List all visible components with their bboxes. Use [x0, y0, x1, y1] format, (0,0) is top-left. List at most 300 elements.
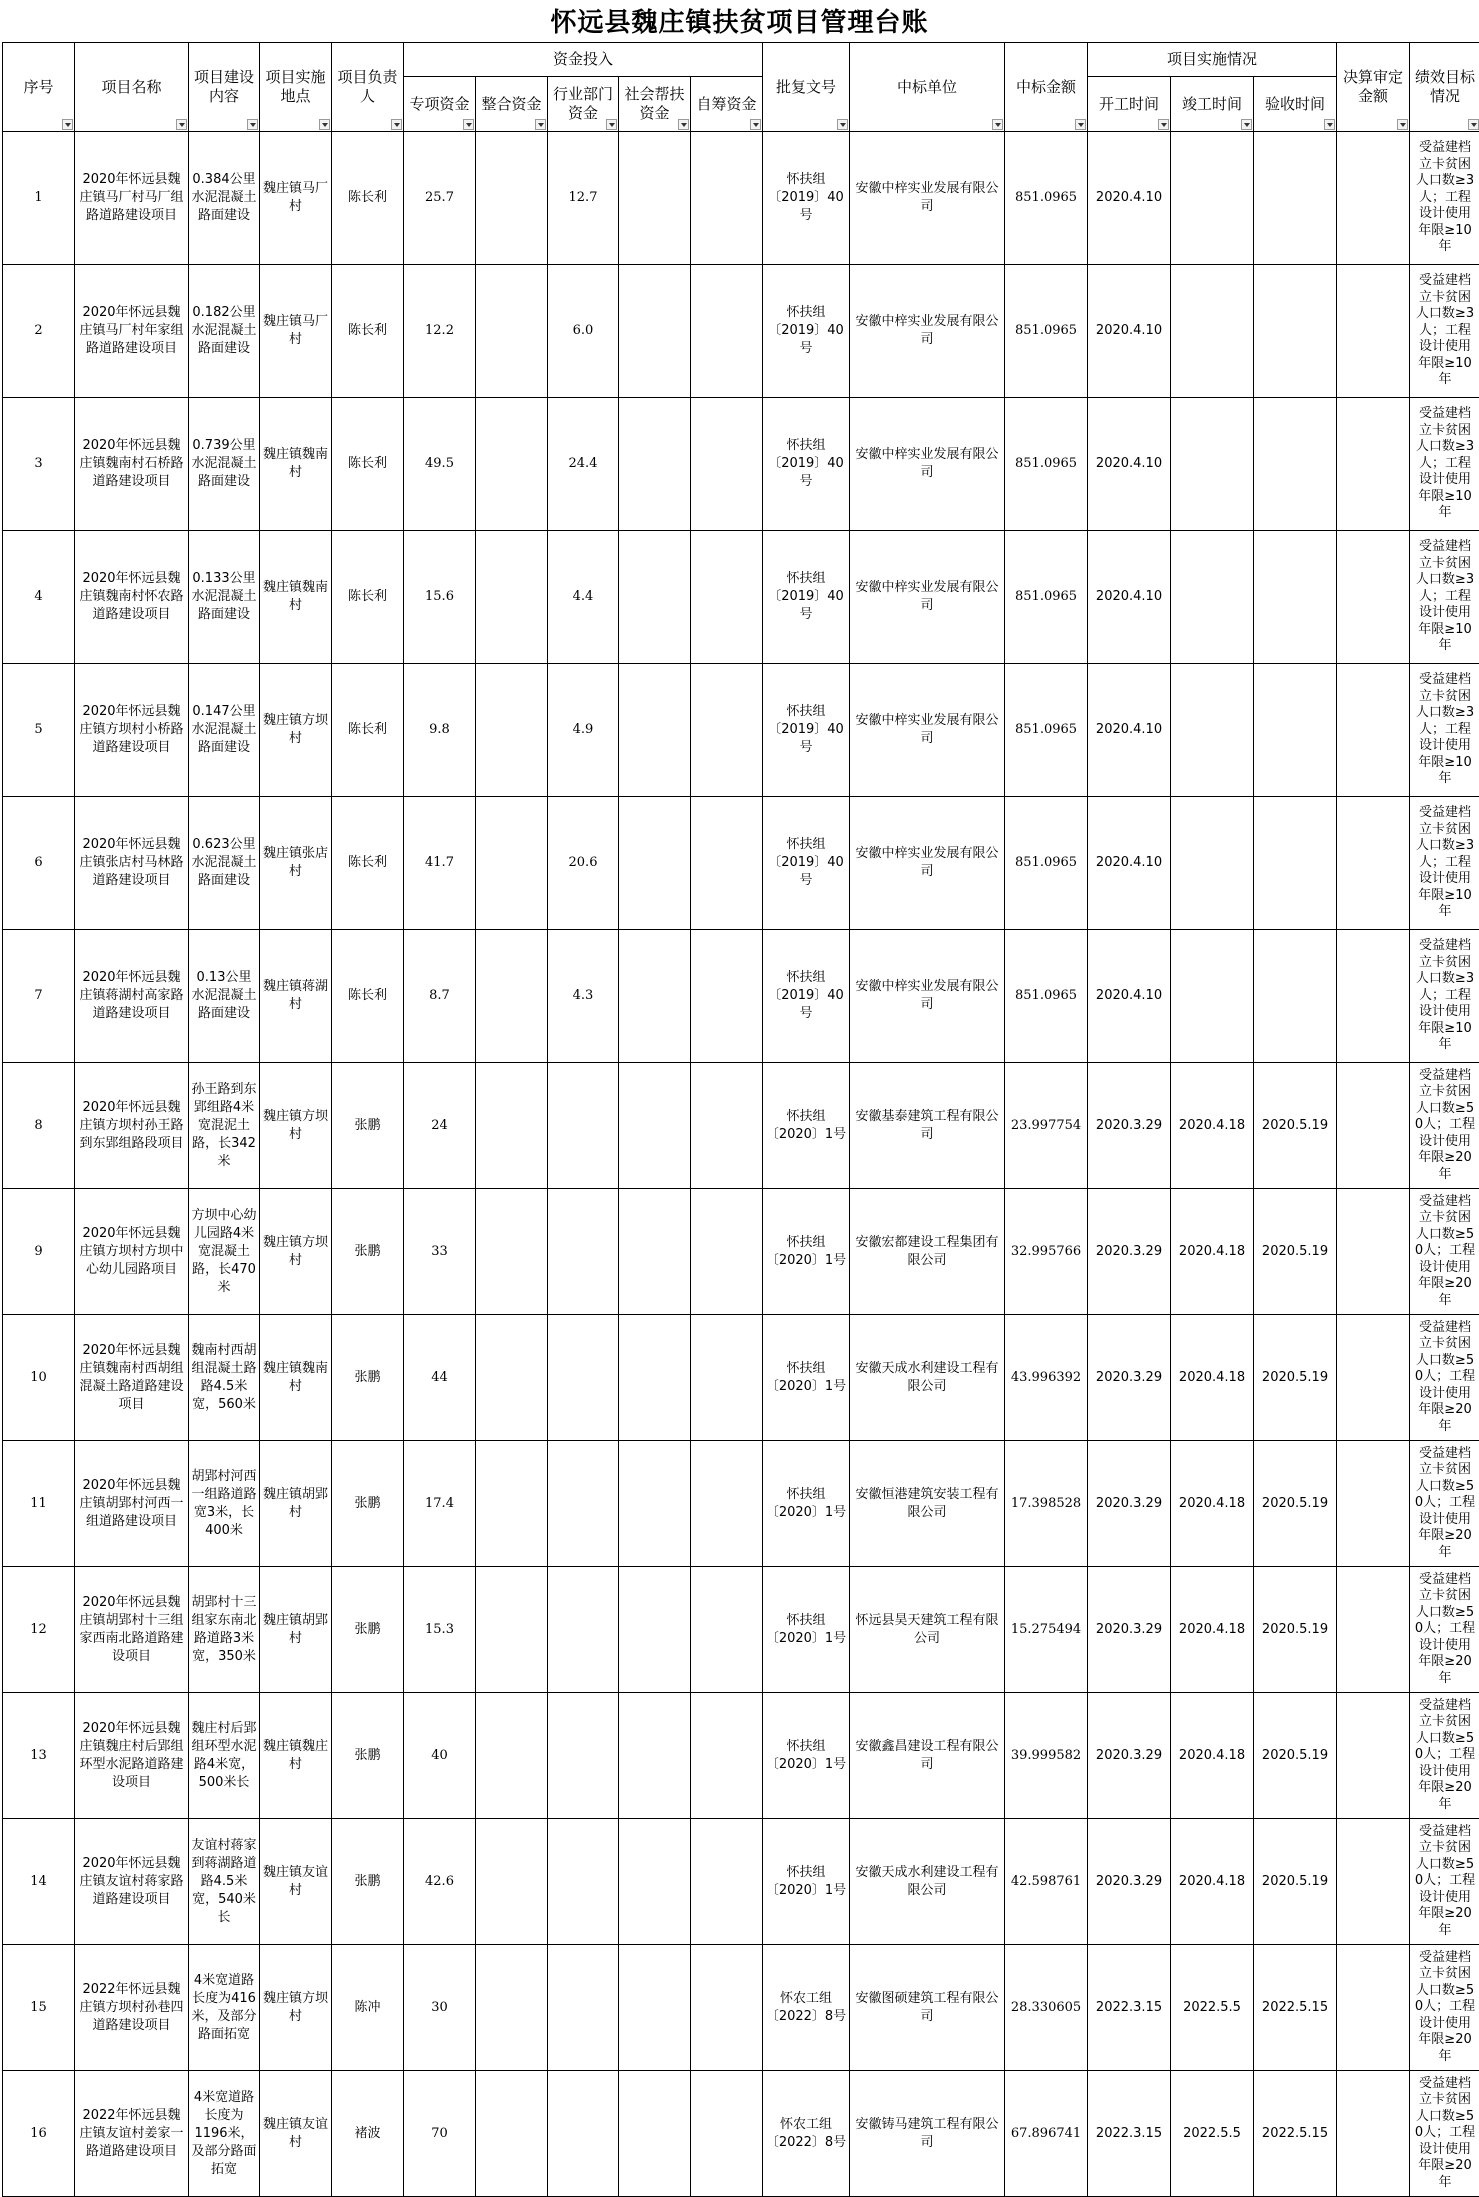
cell-content[interactable]: 0.13公里水泥混凝土路面建设 — [189, 930, 260, 1063]
col-header-approval[interactable]: 批复文号 — [763, 43, 850, 132]
cell-special[interactable]: 33 — [404, 1189, 476, 1315]
cell-performance[interactable]: 受益建档立卡贫困人口数≥3人；工程设计使用年限≥10年 — [1410, 132, 1479, 265]
cell-complete[interactable]: 2022.5.5 — [1171, 2071, 1254, 2197]
cell-seq[interactable]: 4 — [3, 531, 75, 664]
cell-seq[interactable]: 6 — [3, 797, 75, 930]
cell-integrated[interactable] — [476, 1567, 548, 1693]
col-header-industry[interactable]: 行业部门资金 — [548, 77, 619, 132]
cell-self[interactable] — [691, 930, 763, 1063]
cell-audit[interactable] — [1337, 398, 1410, 531]
cell-owner[interactable]: 陈长利 — [332, 664, 404, 797]
cell-self[interactable] — [691, 1189, 763, 1315]
cell-self[interactable] — [691, 2071, 763, 2197]
cell-start[interactable]: 2020.3.29 — [1088, 1567, 1171, 1693]
col-header-special[interactable]: 专项资金 — [404, 77, 476, 132]
cell-approval[interactable]: 怀扶组〔2019〕40号 — [763, 132, 850, 265]
cell-start[interactable]: 2022.3.15 — [1088, 2071, 1171, 2197]
cell-amount[interactable]: 15.275494 — [1005, 1567, 1088, 1693]
cell-seq[interactable]: 12 — [3, 1567, 75, 1693]
cell-industry[interactable]: 4.9 — [548, 664, 619, 797]
cell-performance[interactable]: 受益建档立卡贫困人口数≥3人；工程设计使用年限≥10年 — [1410, 265, 1479, 398]
cell-name[interactable]: 2020年怀远县魏庄镇魏南村石桥路道路建设项目 — [75, 398, 189, 531]
cell-seq[interactable]: 7 — [3, 930, 75, 1063]
cell-amount[interactable]: 32.995766 — [1005, 1189, 1088, 1315]
cell-approval[interactable]: 怀扶组〔2019〕40号 — [763, 531, 850, 664]
cell-location[interactable]: 魏庄镇马厂村 — [260, 132, 332, 265]
cell-owner[interactable]: 陈长利 — [332, 132, 404, 265]
cell-social[interactable] — [619, 132, 691, 265]
cell-integrated[interactable] — [476, 1189, 548, 1315]
filter-dropdown-icon[interactable] — [391, 119, 402, 130]
cell-content[interactable]: 胡郢村十三组家东南北路道路3米宽，350米 — [189, 1567, 260, 1693]
cell-special[interactable]: 44 — [404, 1315, 476, 1441]
cell-winner[interactable]: 安徽中梓实业发展有限公司 — [850, 531, 1005, 664]
filter-dropdown-icon[interactable] — [1075, 119, 1086, 130]
cell-performance[interactable]: 受益建档立卡贫困人口数≥3人；工程设计使用年限≥10年 — [1410, 398, 1479, 531]
filter-dropdown-icon[interactable] — [678, 119, 689, 130]
cell-accept[interactable] — [1254, 664, 1337, 797]
cell-industry[interactable] — [548, 1315, 619, 1441]
col-header-start[interactable]: 开工时间 — [1088, 77, 1171, 132]
cell-start[interactable]: 2020.4.10 — [1088, 930, 1171, 1063]
cell-content[interactable]: 孙王路到东郢组路4米宽混泥土路，长342米 — [189, 1063, 260, 1189]
cell-seq[interactable]: 8 — [3, 1063, 75, 1189]
cell-name[interactable]: 2020年怀远县魏庄镇张店村马林路道路建设项目 — [75, 797, 189, 930]
cell-start[interactable]: 2020.4.10 — [1088, 265, 1171, 398]
cell-amount[interactable]: 43.996392 — [1005, 1315, 1088, 1441]
cell-approval[interactable]: 怀扶组〔2020〕1号 — [763, 1693, 850, 1819]
cell-industry[interactable] — [548, 1189, 619, 1315]
cell-audit[interactable] — [1337, 1819, 1410, 1945]
cell-seq[interactable]: 13 — [3, 1693, 75, 1819]
cell-industry[interactable] — [548, 1441, 619, 1567]
cell-owner[interactable]: 陈长利 — [332, 398, 404, 531]
cell-social[interactable] — [619, 797, 691, 930]
cell-seq[interactable]: 3 — [3, 398, 75, 531]
cell-owner[interactable]: 张鹏 — [332, 1189, 404, 1315]
col-header-winner[interactable]: 中标单位 — [850, 43, 1005, 132]
cell-performance[interactable]: 受益建档立卡贫困人口数≥50人；工程设计使用年限≥20年 — [1410, 2071, 1479, 2197]
cell-social[interactable] — [619, 398, 691, 531]
cell-special[interactable]: 9.8 — [404, 664, 476, 797]
cell-winner[interactable]: 安徽中梓实业发展有限公司 — [850, 265, 1005, 398]
cell-location[interactable]: 魏庄镇张店村 — [260, 797, 332, 930]
cell-amount[interactable]: 851.0965 — [1005, 797, 1088, 930]
cell-amount[interactable]: 39.999582 — [1005, 1693, 1088, 1819]
cell-industry[interactable] — [548, 1819, 619, 1945]
cell-seq[interactable]: 16 — [3, 2071, 75, 2197]
cell-complete[interactable] — [1171, 531, 1254, 664]
cell-special[interactable]: 25.7 — [404, 132, 476, 265]
cell-complete[interactable]: 2020.4.18 — [1171, 1693, 1254, 1819]
cell-performance[interactable]: 受益建档立卡贫困人口数≥50人；工程设计使用年限≥20年 — [1410, 1819, 1479, 1945]
cell-owner[interactable]: 张鹏 — [332, 1567, 404, 1693]
cell-integrated[interactable] — [476, 797, 548, 930]
cell-performance[interactable]: 受益建档立卡贫困人口数≥50人；工程设计使用年限≥20年 — [1410, 1315, 1479, 1441]
cell-social[interactable] — [619, 1945, 691, 2071]
cell-accept[interactable]: 2020.5.19 — [1254, 1189, 1337, 1315]
cell-integrated[interactable] — [476, 1819, 548, 1945]
cell-name[interactable]: 2020年怀远县魏庄镇魏南村西胡组混凝土路道路建设项目 — [75, 1315, 189, 1441]
cell-accept[interactable]: 2020.5.19 — [1254, 1819, 1337, 1945]
cell-amount[interactable]: 851.0965 — [1005, 398, 1088, 531]
cell-self[interactable] — [691, 398, 763, 531]
cell-social[interactable] — [619, 2071, 691, 2197]
cell-social[interactable] — [619, 1693, 691, 1819]
cell-name[interactable]: 2022年怀远县魏庄镇友谊村姜家一路道路建设项目 — [75, 2071, 189, 2197]
cell-location[interactable]: 魏庄镇蒋湖村 — [260, 930, 332, 1063]
cell-owner[interactable]: 张鹏 — [332, 1441, 404, 1567]
cell-approval[interactable]: 怀扶组〔2019〕40号 — [763, 930, 850, 1063]
cell-performance[interactable]: 受益建档立卡贫困人口数≥50人；工程设计使用年限≥20年 — [1410, 1441, 1479, 1567]
filter-dropdown-icon[interactable] — [1241, 119, 1252, 130]
cell-content[interactable]: 胡郢村河西一组路道路宽3米，长400米 — [189, 1441, 260, 1567]
cell-name[interactable]: 2020年怀远县魏庄镇胡郢村十三组家西南北路道路建设项目 — [75, 1567, 189, 1693]
cell-owner[interactable]: 陈长利 — [332, 531, 404, 664]
cell-location[interactable]: 魏庄镇马厂村 — [260, 265, 332, 398]
cell-owner[interactable]: 陈长利 — [332, 930, 404, 1063]
cell-complete[interactable]: 2020.4.18 — [1171, 1189, 1254, 1315]
cell-complete[interactable]: 2022.5.5 — [1171, 1945, 1254, 2071]
cell-start[interactable]: 2020.3.29 — [1088, 1189, 1171, 1315]
cell-seq[interactable]: 10 — [3, 1315, 75, 1441]
cell-winner[interactable]: 安徽恒港建筑安装工程有限公司 — [850, 1441, 1005, 1567]
cell-complete[interactable]: 2020.4.18 — [1171, 1819, 1254, 1945]
col-header-social[interactable]: 社会帮扶资金 — [619, 77, 691, 132]
cell-special[interactable]: 42.6 — [404, 1819, 476, 1945]
cell-approval[interactable]: 怀扶组〔2019〕40号 — [763, 265, 850, 398]
col-header-self[interactable]: 自筹资金 — [691, 77, 763, 132]
cell-content[interactable]: 4米宽道路长度为1196米，及部分路面拓宽 — [189, 2071, 260, 2197]
cell-content[interactable]: 0.384公里水泥混凝土路面建设 — [189, 132, 260, 265]
cell-social[interactable] — [619, 1063, 691, 1189]
cell-accept[interactable]: 2020.5.19 — [1254, 1063, 1337, 1189]
col-header-owner[interactable]: 项目负责人 — [332, 43, 404, 132]
cell-winner[interactable]: 安徽中梓实业发展有限公司 — [850, 398, 1005, 531]
cell-integrated[interactable] — [476, 1315, 548, 1441]
col-header-complete[interactable]: 竣工时间 — [1171, 77, 1254, 132]
cell-name[interactable]: 2020年怀远县魏庄镇马厂村年家组路道路建设项目 — [75, 265, 189, 398]
cell-content[interactable]: 4米宽道路长度为416米，及部分路面拓宽 — [189, 1945, 260, 2071]
cell-winner[interactable]: 安徽中梓实业发展有限公司 — [850, 664, 1005, 797]
cell-performance[interactable]: 受益建档立卡贫困人口数≥50人；工程设计使用年限≥20年 — [1410, 1567, 1479, 1693]
cell-start[interactable]: 2022.3.15 — [1088, 1945, 1171, 2071]
filter-dropdown-icon[interactable] — [247, 119, 258, 130]
filter-dropdown-icon[interactable] — [535, 119, 546, 130]
cell-industry[interactable] — [548, 1945, 619, 2071]
col-header-content[interactable]: 项目建设内容 — [189, 43, 260, 132]
cell-accept[interactable] — [1254, 398, 1337, 531]
cell-social[interactable] — [619, 664, 691, 797]
cell-winner[interactable]: 安徽鑫昌建设工程有限公司 — [850, 1693, 1005, 1819]
cell-location[interactable]: 魏庄镇魏庄村 — [260, 1693, 332, 1819]
cell-special[interactable]: 24 — [404, 1063, 476, 1189]
cell-performance[interactable]: 受益建档立卡贫困人口数≥3人；工程设计使用年限≥10年 — [1410, 664, 1479, 797]
cell-industry[interactable]: 20.6 — [548, 797, 619, 930]
cell-self[interactable] — [691, 1315, 763, 1441]
cell-industry[interactable] — [548, 2071, 619, 2197]
cell-special[interactable]: 70 — [404, 2071, 476, 2197]
filter-dropdown-icon[interactable] — [319, 119, 330, 130]
cell-content[interactable]: 方坝中心幼儿园路4米宽混凝土路，长470米 — [189, 1189, 260, 1315]
cell-seq[interactable]: 15 — [3, 1945, 75, 2071]
cell-content[interactable]: 0.133公里水泥混凝土路面建设 — [189, 531, 260, 664]
cell-location[interactable]: 魏庄镇魏南村 — [260, 398, 332, 531]
cell-content[interactable]: 友谊村蒋家到蒋湖路道路4.5米宽，540米长 — [189, 1819, 260, 1945]
cell-start[interactable]: 2020.3.29 — [1088, 1819, 1171, 1945]
cell-audit[interactable] — [1337, 797, 1410, 930]
cell-special[interactable]: 12.2 — [404, 265, 476, 398]
filter-dropdown-icon[interactable] — [606, 119, 617, 130]
cell-amount[interactable]: 23.997754 — [1005, 1063, 1088, 1189]
cell-social[interactable] — [619, 1315, 691, 1441]
cell-approval[interactable]: 怀扶组〔2019〕40号 — [763, 398, 850, 531]
cell-industry[interactable]: 6.0 — [548, 265, 619, 398]
cell-audit[interactable] — [1337, 1693, 1410, 1819]
cell-special[interactable]: 41.7 — [404, 797, 476, 930]
col-header-performance[interactable]: 绩效目标情况 — [1410, 43, 1479, 132]
cell-location[interactable]: 魏庄镇方坝村 — [260, 664, 332, 797]
cell-complete[interactable]: 2020.4.18 — [1171, 1567, 1254, 1693]
cell-integrated[interactable] — [476, 1441, 548, 1567]
col-header-integrated[interactable]: 整合资金 — [476, 77, 548, 132]
cell-owner[interactable]: 陈冲 — [332, 1945, 404, 2071]
col-header-amount[interactable]: 中标金额 — [1005, 43, 1088, 132]
cell-industry[interactable]: 4.3 — [548, 930, 619, 1063]
cell-performance[interactable]: 受益建档立卡贫困人口数≥50人；工程设计使用年限≥20年 — [1410, 1063, 1479, 1189]
cell-social[interactable] — [619, 265, 691, 398]
cell-seq[interactable]: 9 — [3, 1189, 75, 1315]
cell-seq[interactable]: 11 — [3, 1441, 75, 1567]
cell-accept[interactable] — [1254, 531, 1337, 664]
cell-name[interactable]: 2020年怀远县魏庄镇友谊村蒋家路道路建设项目 — [75, 1819, 189, 1945]
filter-dropdown-icon[interactable] — [992, 119, 1003, 130]
cell-industry[interactable]: 4.4 — [548, 531, 619, 664]
cell-start[interactable]: 2020.3.29 — [1088, 1063, 1171, 1189]
cell-approval[interactable]: 怀扶组〔2019〕40号 — [763, 797, 850, 930]
filter-dropdown-icon[interactable] — [1397, 119, 1408, 130]
cell-owner[interactable]: 张鹏 — [332, 1819, 404, 1945]
cell-self[interactable] — [691, 1567, 763, 1693]
cell-accept[interactable]: 2022.5.15 — [1254, 1945, 1337, 2071]
cell-content[interactable]: 0.182公里水泥混凝土路面建设 — [189, 265, 260, 398]
cell-amount[interactable]: 851.0965 — [1005, 531, 1088, 664]
cell-seq[interactable]: 1 — [3, 132, 75, 265]
cell-self[interactable] — [691, 797, 763, 930]
cell-integrated[interactable] — [476, 1693, 548, 1819]
cell-owner[interactable]: 陈长利 — [332, 265, 404, 398]
cell-approval[interactable]: 怀农工组〔2022〕8号 — [763, 2071, 850, 2197]
cell-name[interactable]: 2022年怀远县魏庄镇方坝村孙巷四道路建设项目 — [75, 1945, 189, 2071]
cell-location[interactable]: 魏庄镇友谊村 — [260, 2071, 332, 2197]
cell-name[interactable]: 2020年怀远县魏庄镇魏庄村后郢组环型水泥路道路建设项目 — [75, 1693, 189, 1819]
cell-winner[interactable]: 安徽中梓实业发展有限公司 — [850, 132, 1005, 265]
cell-self[interactable] — [691, 1819, 763, 1945]
cell-industry[interactable] — [548, 1567, 619, 1693]
cell-approval[interactable]: 怀扶组〔2020〕1号 — [763, 1819, 850, 1945]
cell-special[interactable]: 40 — [404, 1693, 476, 1819]
filter-dropdown-icon[interactable] — [1324, 119, 1335, 130]
cell-seq[interactable]: 5 — [3, 664, 75, 797]
cell-audit[interactable] — [1337, 2071, 1410, 2197]
cell-winner[interactable]: 安徽铸马建筑工程有限公司 — [850, 2071, 1005, 2197]
cell-approval[interactable]: 怀扶组〔2020〕1号 — [763, 1189, 850, 1315]
cell-start[interactable]: 2020.3.29 — [1088, 1693, 1171, 1819]
filter-dropdown-icon[interactable] — [1158, 119, 1169, 130]
cell-industry[interactable] — [548, 1693, 619, 1819]
filter-dropdown-icon[interactable] — [750, 119, 761, 130]
cell-winner[interactable]: 安徽天成水利建设工程有限公司 — [850, 1819, 1005, 1945]
cell-self[interactable] — [691, 1441, 763, 1567]
cell-performance[interactable]: 受益建档立卡贫困人口数≥3人；工程设计使用年限≥10年 — [1410, 531, 1479, 664]
cell-performance[interactable]: 受益建档立卡贫困人口数≥3人；工程设计使用年限≥10年 — [1410, 930, 1479, 1063]
cell-location[interactable]: 魏庄镇魏南村 — [260, 531, 332, 664]
cell-owner[interactable]: 张鹏 — [332, 1315, 404, 1441]
cell-winner[interactable]: 怀远县昊天建筑工程有限公司 — [850, 1567, 1005, 1693]
cell-integrated[interactable] — [476, 398, 548, 531]
cell-integrated[interactable] — [476, 664, 548, 797]
cell-content[interactable]: 0.147公里水泥混凝土路面建设 — [189, 664, 260, 797]
cell-special[interactable]: 15.3 — [404, 1567, 476, 1693]
cell-approval[interactable]: 怀扶组〔2020〕1号 — [763, 1567, 850, 1693]
cell-amount[interactable]: 851.0965 — [1005, 132, 1088, 265]
cell-integrated[interactable] — [476, 265, 548, 398]
cell-special[interactable]: 30 — [404, 1945, 476, 2071]
cell-industry[interactable] — [548, 1063, 619, 1189]
cell-accept[interactable]: 2020.5.19 — [1254, 1567, 1337, 1693]
cell-special[interactable]: 17.4 — [404, 1441, 476, 1567]
cell-amount[interactable]: 17.398528 — [1005, 1441, 1088, 1567]
cell-approval[interactable]: 怀扶组〔2020〕1号 — [763, 1315, 850, 1441]
cell-audit[interactable] — [1337, 1441, 1410, 1567]
col-header-accept[interactable]: 验收时间 — [1254, 77, 1337, 132]
cell-amount[interactable]: 67.896741 — [1005, 2071, 1088, 2197]
cell-seq[interactable]: 14 — [3, 1819, 75, 1945]
cell-content[interactable]: 0.739公里水泥混凝土路面建设 — [189, 398, 260, 531]
cell-approval[interactable]: 怀农工组〔2022〕8号 — [763, 1945, 850, 2071]
cell-social[interactable] — [619, 930, 691, 1063]
cell-amount[interactable]: 851.0965 — [1005, 265, 1088, 398]
cell-location[interactable]: 魏庄镇魏南村 — [260, 1315, 332, 1441]
cell-owner[interactable]: 张鹏 — [332, 1063, 404, 1189]
cell-social[interactable] — [619, 531, 691, 664]
cell-self[interactable] — [691, 1693, 763, 1819]
cell-winner[interactable]: 安徽中梓实业发展有限公司 — [850, 930, 1005, 1063]
col-header-audit[interactable]: 决算审定金额 — [1337, 43, 1410, 132]
cell-winner[interactable]: 安徽宏都建设工程集团有限公司 — [850, 1189, 1005, 1315]
cell-self[interactable] — [691, 664, 763, 797]
cell-winner[interactable]: 安徽中梓实业发展有限公司 — [850, 797, 1005, 930]
cell-content[interactable]: 魏庄村后郢组环型水泥路4米宽，500米长 — [189, 1693, 260, 1819]
cell-amount[interactable]: 851.0965 — [1005, 664, 1088, 797]
cell-name[interactable]: 2020年怀远县魏庄镇魏南村怀农路道路建设项目 — [75, 531, 189, 664]
cell-self[interactable] — [691, 132, 763, 265]
cell-audit[interactable] — [1337, 265, 1410, 398]
filter-dropdown-icon[interactable] — [176, 119, 187, 130]
cell-social[interactable] — [619, 1567, 691, 1693]
cell-owner[interactable]: 褚波 — [332, 2071, 404, 2197]
cell-accept[interactable] — [1254, 930, 1337, 1063]
cell-accept[interactable]: 2020.5.19 — [1254, 1441, 1337, 1567]
cell-start[interactable]: 2020.4.10 — [1088, 797, 1171, 930]
cell-amount[interactable]: 28.330605 — [1005, 1945, 1088, 2071]
cell-name[interactable]: 2020年怀远县魏庄镇方坝村小桥路道路建设项目 — [75, 664, 189, 797]
cell-owner[interactable]: 陈长利 — [332, 797, 404, 930]
cell-integrated[interactable] — [476, 1945, 548, 2071]
cell-integrated[interactable] — [476, 531, 548, 664]
cell-name[interactable]: 2020年怀远县魏庄镇方坝村方坝中心幼儿园路项目 — [75, 1189, 189, 1315]
cell-content[interactable]: 魏南村西胡组混凝土路路4.5米宽，560米 — [189, 1315, 260, 1441]
cell-start[interactable]: 2020.4.10 — [1088, 531, 1171, 664]
cell-audit[interactable] — [1337, 1315, 1410, 1441]
cell-complete[interactable]: 2020.4.18 — [1171, 1063, 1254, 1189]
cell-integrated[interactable] — [476, 132, 548, 265]
cell-start[interactable]: 2020.4.10 — [1088, 132, 1171, 265]
cell-location[interactable]: 魏庄镇胡郢村 — [260, 1567, 332, 1693]
cell-social[interactable] — [619, 1441, 691, 1567]
filter-dropdown-icon[interactable] — [62, 119, 73, 130]
cell-social[interactable] — [619, 1189, 691, 1315]
cell-winner[interactable]: 安徽基泰建筑工程有限公司 — [850, 1063, 1005, 1189]
cell-location[interactable]: 魏庄镇胡郢村 — [260, 1441, 332, 1567]
cell-winner[interactable]: 安徽天成水利建设工程有限公司 — [850, 1315, 1005, 1441]
cell-complete[interactable]: 2020.4.18 — [1171, 1441, 1254, 1567]
cell-self[interactable] — [691, 1945, 763, 2071]
cell-complete[interactable] — [1171, 930, 1254, 1063]
cell-performance[interactable]: 受益建档立卡贫困人口数≥50人；工程设计使用年限≥20年 — [1410, 1693, 1479, 1819]
cell-integrated[interactable] — [476, 930, 548, 1063]
cell-audit[interactable] — [1337, 132, 1410, 265]
cell-name[interactable]: 2020年怀远县魏庄镇蒋湖村高家路道路建设项目 — [75, 930, 189, 1063]
cell-self[interactable] — [691, 531, 763, 664]
cell-owner[interactable]: 张鹏 — [332, 1693, 404, 1819]
filter-dropdown-icon[interactable] — [837, 119, 848, 130]
cell-social[interactable] — [619, 1819, 691, 1945]
cell-special[interactable]: 49.5 — [404, 398, 476, 531]
cell-complete[interactable] — [1171, 664, 1254, 797]
cell-content[interactable]: 0.623公里水泥混凝土路面建设 — [189, 797, 260, 930]
cell-name[interactable]: 2020年怀远县魏庄镇胡郢村河西一组道路建设项目 — [75, 1441, 189, 1567]
cell-audit[interactable] — [1337, 1567, 1410, 1693]
cell-start[interactable]: 2020.4.10 — [1088, 664, 1171, 797]
cell-complete[interactable]: 2020.4.18 — [1171, 1315, 1254, 1441]
cell-winner[interactable]: 安徽图硕建筑工程有限公司 — [850, 1945, 1005, 2071]
col-header-location[interactable]: 项目实施地点 — [260, 43, 332, 132]
cell-name[interactable]: 2020年怀远县魏庄镇马厂村马厂组路道路建设项目 — [75, 132, 189, 265]
cell-name[interactable]: 2020年怀远县魏庄镇方坝村孙王路到东郢组路段项目 — [75, 1063, 189, 1189]
cell-location[interactable]: 魏庄镇方坝村 — [260, 1945, 332, 2071]
cell-accept[interactable]: 2020.5.19 — [1254, 1693, 1337, 1819]
cell-audit[interactable] — [1337, 531, 1410, 664]
cell-approval[interactable]: 怀扶组〔2020〕1号 — [763, 1063, 850, 1189]
cell-amount[interactable]: 42.598761 — [1005, 1819, 1088, 1945]
cell-start[interactable]: 2020.3.29 — [1088, 1315, 1171, 1441]
cell-complete[interactable] — [1171, 797, 1254, 930]
cell-amount[interactable]: 851.0965 — [1005, 930, 1088, 1063]
cell-approval[interactable]: 怀扶组〔2020〕1号 — [763, 1441, 850, 1567]
cell-location[interactable]: 魏庄镇方坝村 — [260, 1063, 332, 1189]
cell-audit[interactable] — [1337, 930, 1410, 1063]
cell-audit[interactable] — [1337, 1063, 1410, 1189]
cell-location[interactable]: 魏庄镇友谊村 — [260, 1819, 332, 1945]
cell-complete[interactable] — [1171, 398, 1254, 531]
cell-performance[interactable]: 受益建档立卡贫困人口数≥3人；工程设计使用年限≥10年 — [1410, 797, 1479, 930]
cell-accept[interactable] — [1254, 132, 1337, 265]
cell-location[interactable]: 魏庄镇方坝村 — [260, 1189, 332, 1315]
cell-start[interactable]: 2020.3.29 — [1088, 1441, 1171, 1567]
cell-audit[interactable] — [1337, 1189, 1410, 1315]
cell-performance[interactable]: 受益建档立卡贫困人口数≥50人；工程设计使用年限≥20年 — [1410, 1189, 1479, 1315]
